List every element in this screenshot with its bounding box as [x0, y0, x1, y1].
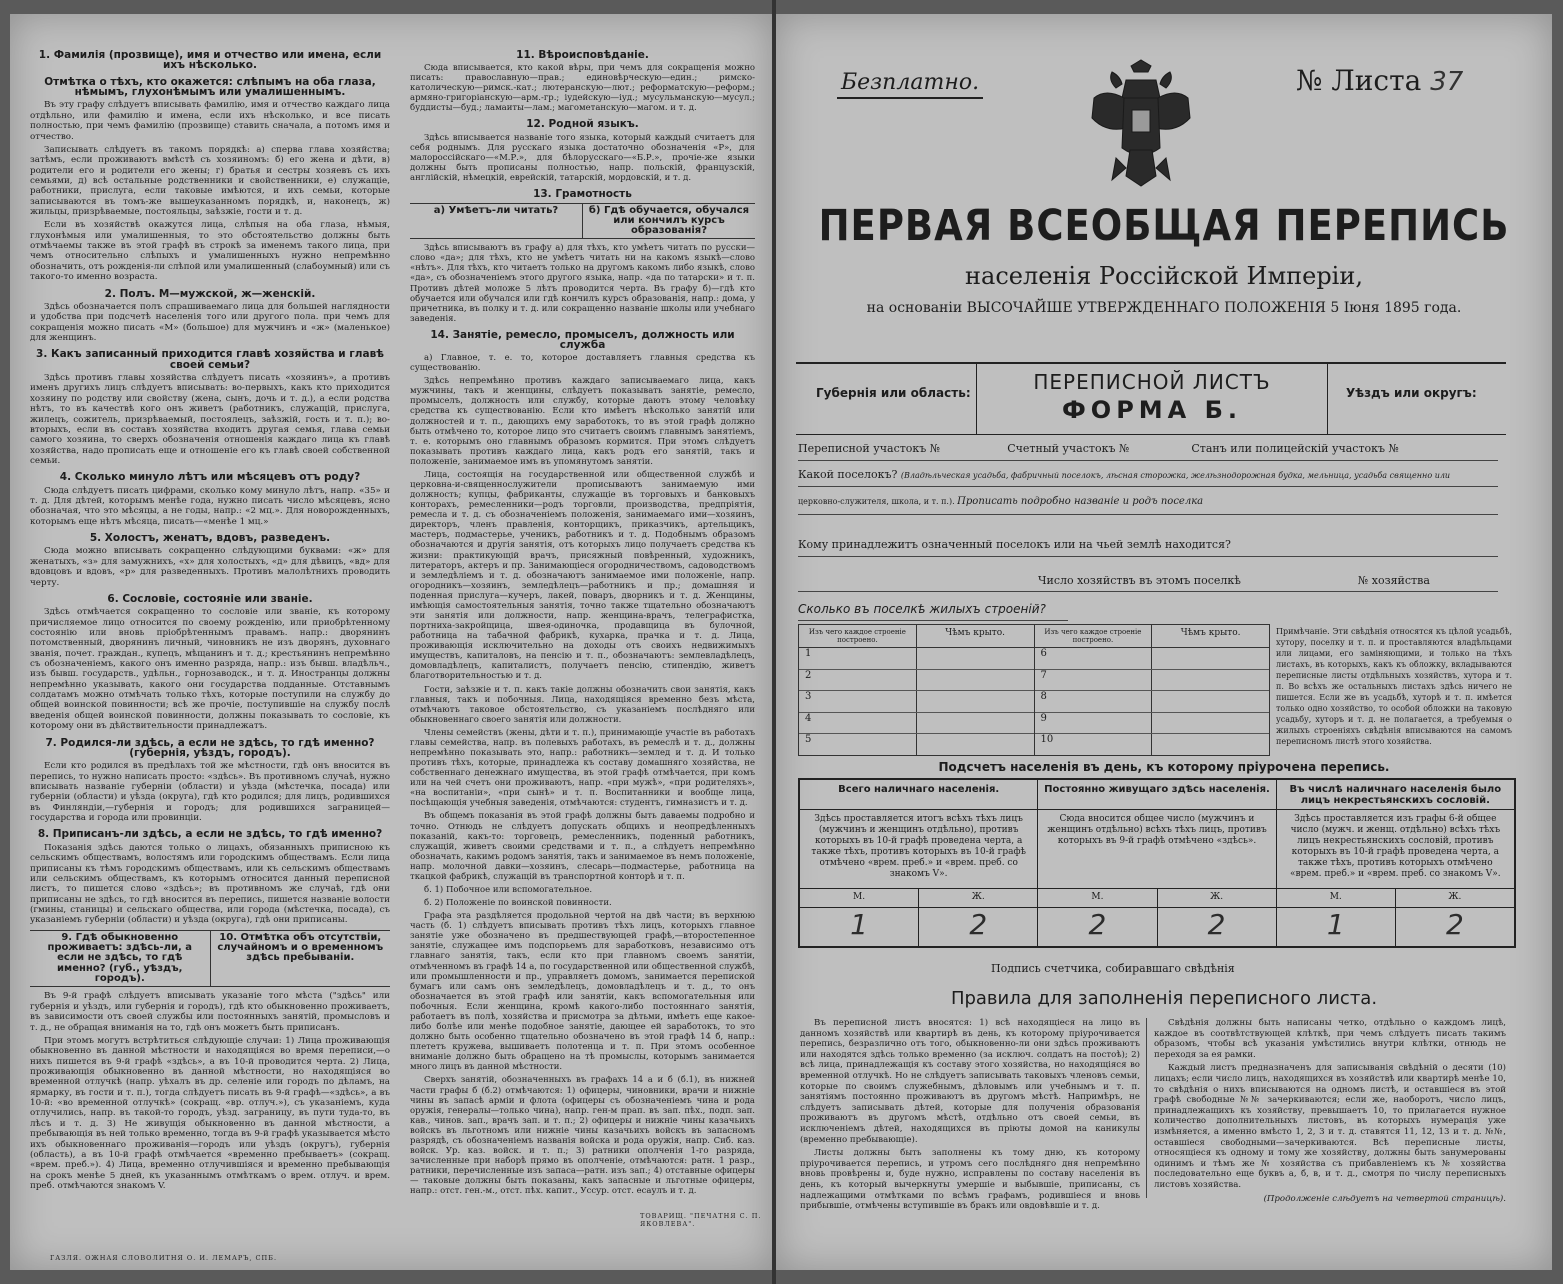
male-count: 1: [850, 908, 868, 941]
paired-heading-cell: а) Умѣетъ-ли читать?: [433, 205, 559, 217]
instruction-paragraph: При этомъ могутъ встрѣтиться слѣдующіе случаи: 1) Лица проживающія обыкновенно въ данной мѣстности и находящіяся во время переписи,—о нихъ пишется въ 9-й графѣ «здѣсь», а въ 10-й проводится черта. 2) Лица, проживающія обыкновенно въ данной мѣстности, но находящіяся во временной отлучкѣ (напр. уѣхалъ въ др. селеніе или городъ по дѣламъ, на ярмарку, въ гости и т. п.), тогда слѣдуетъ писать въ 9-й графѣ—«здѣсь», а въ 10-й: «во временной отлучкѣ» (сокращ. «вр. отлуч.»), съ указаніемъ, куда отлучились, напр. въ такой-то городъ, уѣзд. заграницу, въ пути туда-то, въ лѣсъ и т. д. 3) Не живущія обыкновенно въ данной мѣстности, а пребывающія въ ней только временно, тогда въ 9-й графѣ указывается мѣсто ихъ обыкновеннаго проживанія—городъ или уѣздъ (округъ), губернія (область), а въ 10-й графѣ отмѣчается «временно пребываетъ» (сокращ. «врем. преб.»). 4) Лица, временно отлучившіяся и временно пребывающія на срокъ менѣе 5 дней, къ указаннымъ отмѣткамъ о врем. отлуч. и врем. преб. отмѣчаются знакомъ V.: [30, 1035, 390, 1191]
instruction-paragraph: Сверхъ занятій, обозначенныхъ въ графахъ 14 а и б (б.1), въ нижней части графы б (б.2) отмѣчаются: 1) офицеры, чиновники, врачи и нижніе чины въ запасѣ арміи и флота (офицеры съ обозначеніемъ чина и рода оружія, генералы—только чина), напр. ген-м прап. въ зап. пѣх., подп. зап. кав., чинов. зап., врачъ зап. и т. п.; 2) офицеры и нижніе чины казачьихъ войскъ въ льготномъ или нижніе чины казачьихъ войскъ въ запасномъ разрядѣ, съ обозначеніемъ названія войска и рода оружія, напр. Сиб. каз. войск. Ур. каз. войск. и т. п.; 3) ратники ополченія 1-го разряда, зачисленные при наборѣ прямо въ ополченіе, отмѣчаются: ратн. 1 разр., ратники, перечисленные изъ запаса—ратн. изъ зап.; 4) отставные офицеры — таковые должны быть показаны, какъ запасные и льготные офицеры, напр.: отст. ген.-м., отст. пѣх. капит., Уссур. отст. есаулъ и т. д.: [410, 1075, 755, 1197]
instruction-paragraph: Гости, заѣзжіе и т. п. какъ такіе должны обозначить свои занятія, какъ главныя, такъ и побочныя. Лица, находящіяся временно безъ мѣста, отмѣчаютъ таковое обстоятельство, съ указаніемъ послѣдняго или обыкновеннаго своего занятія или должности.: [410, 684, 755, 725]
table-row: [799, 691, 1034, 713]
paired-heading-cell: 9. Гдѣ обыкновенно проживаетъ: здѣсь-ли, а если не здѣсь, то гдѣ именно? (губ., уѣздъ, городъ).: [47, 931, 193, 985]
instruction-paragraph: Здѣсь противъ главы хозяйства слѣдуетъ писать «хозяинъ», а противъ именъ другихъ лицъ слѣдуетъ вписывать: во-первыхъ, какъ кто приходится хозяину по родству или свойству (жена, сынъ, дочь и т. д.), а если родства нѣтъ, то въ качествѣ кого онъ живетъ (работникъ, служащій, прислуга, жилецъ, сожитель, призрѣваемый, постоялецъ, заѣзжій, гость и т. п.); во-вторыхъ, если въ составъ хозяйства входитъ другая семья, глава семьи самого хозяина, то сверхъ обозначенія отношенія каждаго лица къ главѣ хозяйства, надо прописать еще и отношеніе его къ главѣ своей собственной семьи.: [30, 373, 390, 466]
rules-column-right: [1154, 1018, 1506, 1207]
female-label: Ж.: [918, 889, 1037, 907]
instruction-paragraph: Въ эту графу слѣдуетъ вписывать фамилію, имя и отчество каждаго лица отдѣльно, или фамилію и имена, если ихъ нѣсколько, и все писать полностью, при чемъ фамилію (прозвище) ставить сначала, а потомъ имя и отчество.: [30, 100, 390, 142]
column-description: Сюда вносится общее число (мужчинъ и женщинъ отдѣльно) всѣхъ тѣхъ лицъ, противъ которыхъ въ 9-й графѣ отмѣчено «здѣсь».: [1047, 814, 1267, 846]
table-row: [1035, 648, 1270, 670]
sheet-number: [1296, 64, 1463, 97]
roof-header: Чѣмъ крыто.: [1151, 625, 1269, 647]
material-header: Изъ чего каждое строеніе построено.: [808, 628, 906, 644]
male-label: М.: [1091, 892, 1104, 902]
male-count: 2: [1088, 908, 1107, 941]
roof-cell: [1151, 691, 1269, 712]
table-row: [1035, 713, 1270, 735]
table-row: [1035, 734, 1270, 755]
roof-cell: [1151, 734, 1269, 755]
present-population-column: [800, 780, 1038, 946]
free-of-charge-label: Безплатно.: [841, 70, 980, 95]
female-count: 2: [1157, 908, 1276, 946]
instruction-paragraph: а) Главное, т. е. то, которое доставляетъ главныя средства къ существованію.: [410, 353, 755, 374]
roof-cell: [1151, 648, 1269, 669]
instruction-paragraph: Въ 9-й графѣ слѣдуетъ вписывать указаніе того мѣста ("здѣсь" или губернія и уѣздъ, или губернія и городъ), гдѣ кто обыкновенно проживаетъ, въ зависимости отъ своей службы или постоянныхъ занятій, промысловъ и т. д., не обращая вниманія на то, гдѣ онъ можетъ быть приписанъ.: [30, 991, 390, 1033]
legal-basis: на основаніи ВЫСОЧАЙШЕ УТВЕРЖДЕННАГО ПОЛОЖЕНІЯ 5 Іюня 1895 года.: [866, 300, 1462, 316]
gubernia-label: Губернія или область:: [816, 386, 971, 400]
row-number: 7: [1040, 669, 1047, 681]
paired-heading: [410, 203, 755, 239]
row-number: 9: [1040, 712, 1047, 724]
instruction-paragraph: Лица, состоящія на государственной или общественной службѣ и церковна-и-священнослужители прописываютъ занимаемую ими должность; купцы, фабриканты, служащіе въ торговыхъ и банковыхъ конторахъ, ремесленники—родъ торговли, производства, предпріятія, ремесла и т. д. съ обозначеніемъ положенія, занимаемаго ими—хозяинъ, директоръ, членъ правленія, конторщикъ, приказчикъ, артельщикъ, мастеръ, подмастерье, ученикъ, работникъ и т. д. Подобнымъ образомъ обозначаются и другія занятія, отъ которыхъ лицо получаетъ средства къ жизни: практикующій врачъ, присяжный повѣренный, художникъ, литераторъ, актеръ и пр. Занимающіеся огородничествомъ, садоводствомъ и земледѣліемъ и т. д. обозначаютъ занимаемое ими положеніе, напр. огородникъ—хозяинъ, земледѣлецъ—работникъ и пр.; домашняя и поденная прислуга—кучеръ, лакей, поваръ, дворникъ и т. д. Женщины, имѣющія самостоятельныя занятія, точно также тщательно обозначаютъ эти занятія или должности, напр. женщина-врачъ, телеграфистка, портниха-закройщица, швея-одиночка, продавщица въ булочной, работница на табачной фабрикѣ, кухарка, прачка и т. д. Лица, проживающія исключительно на доходы отъ своихъ недвижимыхъ имуществъ, капиталовъ, на пенсію и т. п., обозначаютъ: землевладѣлецъ, домовладѣлецъ, капиталистъ, получаетъ пенсію, стипендію, живетъ благотворительностью и т. д.: [410, 469, 755, 682]
uezd-label: Уѣздъ или округъ:: [1346, 386, 1477, 400]
instruction-paragraph: Сюда вписывается, кто какой вѣры, при чемъ для сокращенія можно писать: православную—прав.; единовѣрческую—един.; римско-католическую—римск.-кат.; лютеранскую—лют.; реформатскую—реформ.; армяно-григоріанскую—арм.-гр.; іудейскую—іуд.; мусульманскую—мусул.; буддисты—буд.; ламаиты—лам.; магометанскую—магом. и т. д.: [410, 63, 755, 114]
buildings-table-header: [799, 625, 1034, 648]
column-header: Въ числѣ наличнаго населенія было лицъ некрестьянскихъ сословій.: [1277, 780, 1514, 810]
settlement-hint-2: церковно-служителя, школа, и т. п.).: [798, 497, 955, 506]
male-label: М.: [853, 892, 866, 902]
instruction-paragraph: Показанія здѣсь даются только о лицахъ, обязанныхъ приписною къ сельскимъ обществамъ, волостямъ или городскимъ обществамъ. Если лица приписаны къ тѣмъ городскимъ обществамъ, или къ сельскимъ обществамъ или сельскимъ обществамъ, къ которымъ относится данный переписной листъ, то пишется слово «здѣсь»; въ противномъ же случаѣ, гдѣ они приписаны не здѣсь, то гдѣ вносится въ перепись, пишется названіе волости (гмины, станицы) и сельскаго общества, или города (мѣстечка, посада), съ указаніемъ губерніи (области) и уѣзда (округа), гдѣ они приписаны.: [30, 842, 390, 926]
settlement-label: Какой поселокъ?: [798, 468, 898, 481]
row-number: 8: [1040, 691, 1047, 703]
row-number: 1: [805, 648, 812, 659]
section-heading: 6. Сословіе, состояніе или званіе.: [107, 592, 313, 605]
household-count-line: [798, 574, 1498, 592]
section-heading: 1. Фамилія (прозвище), имя и отчество или имена, если ихъ нѣсколько.: [38, 49, 382, 72]
buildings-table: [798, 624, 1270, 756]
non-peasant-population-column: [1277, 780, 1514, 946]
instructions-column-1: [30, 44, 390, 1194]
section-heading: 5. Холостъ, женатъ, вдовъ, разведенъ.: [89, 532, 331, 545]
section-heading: 14. Занятіе, ремесло, промыселъ, должность или служба: [430, 328, 735, 351]
buildings-table-header: [1035, 625, 1270, 648]
roof-cell: [916, 734, 1034, 755]
male-label: М.: [1329, 892, 1342, 902]
settlement-hint-3: Прописать подробно названіе и родъ поселка: [957, 496, 1204, 507]
rules-paragraph: Листы должны быть заполнены къ тому дню, къ которому пріурочивается перепись, и утромъ сего послѣдняго дня непремѣнно вновь провѣрены и, буде нужно, исправлены по составу населенія въ день, къ который вычеркнуты умершіе и выбывшіе, приписаны, съ надлежащими отмѣтками по всѣмъ графамъ, родившіеся и вновь прибывшіе, отмѣчены вступившіе въ бракъ или овдовѣвшіе и т. д.: [800, 1148, 1140, 1212]
instruction-paragraph: Записывать слѣдуетъ въ такомъ порядкѣ: а) сперва глава хозяйства; затѣмъ, если проживаютъ вмѣстѣ съ хозяиномъ: б) его жена и дѣти, в) родители его и родители его жены; г) братья и сестры хозяевъ съ ихъ семьями, д) всѣ остальные родственники и свойственники, е) служащіе, работники, прислуга, если таковые имѣются, и ихъ семьи, которые записываются въ томъ-же вышеуказанномъ порядкѣ, и, наконецъ, ж) жильцы, призрѣваемые, постояльцы, заѣзжіе, гости и т. д.: [30, 144, 390, 218]
police-district-label: Станъ или полицейскій участокъ №: [1191, 442, 1399, 455]
roof-cell: [1151, 670, 1269, 691]
material-header: Изъ чего каждое строеніе построено.: [1044, 628, 1142, 644]
right-page: [776, 14, 1552, 1270]
census-title: ПЕРВАЯ ВСЕОБЩАЯ ПЕРЕПИСЬ: [818, 200, 1510, 251]
rules-paragraph: Въ переписной листъ вносятся: 1) всѣ находящіеся на лицо въ данномъ хозяйствѣ или квартирѣ въ день, къ которому пріурочивается перепись, безразлично отъ того, обыкновенно-ли они здѣсь проживаютъ или находятся здѣсь только временно (за исключ. солдатъ на постоѣ); 2) всѣ лица, принадлежащія къ составу этого хозяйства, но находящіяся во временной отлучкѣ. Но не слѣдуетъ записывать таковыхъ членовъ семьи, которые по своимъ служебнымъ, дѣловымъ или учебнымъ и т. п. занятіямъ постоянно проживаютъ въ другомъ мѣстѣ. Напримѣръ, не слѣдуетъ записывать дѣтей, которые для полученія образованія проживаютъ въ другомъ мѣстѣ, отдѣльно отъ своей семьи, въ исключеніемъ дѣтей, находящихся въ пріюты домой на каникулы (временно пребывающіе).: [800, 1018, 1140, 1145]
owner-label: Кому принадлежитъ означенный поселокъ или на чьей землѣ находится?: [798, 538, 1231, 551]
instruction-paragraph: Сюда слѣдуетъ писать цифрами, сколько кому минуло лѣтъ, напр. «35» и т. д. Для дѣтей, которымъ менѣе года, нужно писать число мѣсяцевъ, ясно обозначая, что это мѣсяцы, а не годы, напр.: «2 мц.». Для новорожденныхъ, которымъ еще нѣтъ мѣсяца, писать—«менѣе 1 мц.»: [30, 485, 390, 527]
settlement-line: [798, 468, 1498, 487]
form-title-box: [976, 362, 1328, 434]
instruction-paragraph: Здѣсь вписывается названіе того языка, который каждый считаетъ для себя роднымъ. Для русскаго языка достаточно обозначенія «Р», для малороссійскаго—«М.Р.», для бѣлорусскаго—«Б.Р.», прочіе-же языки должны быть прописаны полностью, напр. польскій, французскій, англійскій, нѣмецкій, еврейскій, татарскій, мордовскій, и т. д.: [410, 132, 755, 183]
female-count: 2: [918, 908, 1037, 946]
permanent-population-column: [1038, 780, 1276, 946]
roof-cell: [1151, 713, 1269, 734]
household-number-label: № хозяйства: [1357, 574, 1430, 587]
table-row: [799, 648, 1034, 670]
row-number: 4: [805, 712, 812, 724]
rules-paragraph: Каждый листъ предназначенъ для записыванія свѣдѣній о десяти (10) лицахъ; если число лицъ, находящихся въ хозяйствѣ или квартирѣ менѣе 10, то свѣдѣнія о нихъ вписываются на одномъ листѣ, и оставшіеся въ этой графѣ свободные №№ зачеркиваются; если же, наоборотъ, число лицъ, принадлежащихъ къ хозяйству, превышаетъ 10, то прилагается нужное количество дополнительныхъ листовъ, въ которыхъ нумерація уже измѣняется, а именно вмѣсто 1, 2, 3 и т. д. ставятся 11, 12, 13 и т. д. №№, оставшіеся свободными—зачеркиваются. Всѣ переписные листы, относящіеся къ одному и тому же хозяйству, должны быть занумерованы одинимъ и тѣмъ же № хозяйства съ прибавленіемъ къ № хозяйства последовательно еще буквъ а, б, в, и т. д., смотря по числу переписныхъ листовъ хозяйства.: [1154, 1063, 1506, 1190]
instruction-paragraph: Если кто родился въ предѣлахъ той же мѣстности, гдѣ онъ вносится въ перепись, то нужно написать просто: «здѣсь». Въ противномъ случаѣ, нужно вписывать названіе губерніи (области) и уѣзда (мѣстечка, посада) или губерніи (области) и уѣзда (округа), гдѣ кто родился; для лицъ, родившихся въ Финляндіи,—губернія и городъ; для родившихся заграницей—государства и города или провинціи.: [30, 761, 390, 824]
instruction-paragraph: Если въ хозяйствѣ окажутся лица, слѣпыя на оба глаза, нѣмыя, глухонѣмыя или умалишенныя, то это обстоятельство должны быть отмѣчаемы также въ этой графѣ въ строкѣ за именемъ такого лица, при чемъ относительно слѣпыхъ и умалишенныхъ нужно непремѣнно обозначить, отъ рожденія-ли слѣпой или умалишенный (слабоумный) или съ такого-то именно возраста.: [30, 220, 390, 283]
section-heading: 13. Грамотность: [533, 187, 632, 200]
row-number: 6: [1040, 648, 1047, 659]
section-heading: 12. Родной языкъ.: [526, 118, 639, 131]
buildings-note: Примѣчаніе. Эти свѣдѣнія относятся къ цѣлой усадьбѣ, хутору, поселку и т. п. и проставляются владѣльцами или лицами, его заміняющими, и только на тѣхъ листахъ, въ которыхъ, какъ къ обложку, вкладываются переписные листы отдѣльныхъ хозяйствъ, хутора и т. п. Во всѣхъ же остальныхъ листахъ здѣсь ничего не пишется. Если же въ усадьбѣ, хуторѣ и т. п. имѣется только одно хозяйство, то особой обложки на таковую усадьбу, хуторъ и т. д. не полагается, а требуемыя о жилыхъ строеніяхъ свѣдѣнія вписываются на самомъ переписномъ листѣ этого хозяйства.: [1276, 627, 1512, 746]
instruction-paragraph: Здѣсь обозначается полъ спрашиваемаго лица для большей наглядности и удобства при подсчетѣ населенія того или другого пола. при чемъ для сокращенія можно писать «М» (большое) для мужчинъ и «ж» (маленькое) для женщинъ.: [30, 301, 390, 343]
rules-title: Правила для заполненія переписного листа.: [950, 988, 1378, 1009]
section-heading: 8. Приписанъ-ли здѣсь, а если не здѣсь, то гдѣ именно?: [37, 828, 383, 841]
instruction-paragraph: Здѣсь отмѣчается сокращенно то сословіе или званіе, къ которому причисляемое лицо относится по своему рожденію, или приобрѣтенному состоянію или вновь пріобрѣтеннымъ правамъ. напр.: дворянинъ потомственный, дворянинъ личный, чиновникъ не изъ дворянъ, духовнаго званія, почет. граждан., купецъ, мѣщанинъ и т. д.; крестьянинъ непремѣнно съ обозначеніемъ, какого онъ именно разряда, напр.: изъ бывш. владѣльч., изъ бывш. государств., удѣльн., горнозаводск., и т. д. Иностранцы должны непремѣнно указывать, какого они государства подданные. Отставнымъ солдатамъ можно отмѣчать только тѣхъ, которые поступили на службу до общей воинской повинности; всѣ же прочіе, поступившіе на службу послѣ введенія общей воинской повинности, должны показывать то сословіе, къ которому они въ дѣйствительности принадлежатъ.: [30, 607, 390, 732]
buildings-count-label: Сколько въ поселкѣ жилыхъ строеній?: [798, 602, 1046, 616]
column-header: Всего наличнаго населенія.: [800, 780, 1037, 810]
left-page: [10, 14, 772, 1270]
instruction-paragraph: Сюда можно вписывать сокращенно слѣдующими буквами: «ж» для женатыхъ, «з» для замужнихъ, «х» для холостыхъ, «д» для дѣвицъ, «вд» для вдовцовъ и вдовъ, «р» для разведенныхъ. Противъ малолѣтнихъ проводить черту.: [30, 546, 390, 588]
sex-header: [800, 888, 1037, 907]
section-heading: 4. Сколько минуло лѣтъ или мѣсяцевъ отъ роду?: [59, 471, 361, 484]
population-count-table: [798, 778, 1516, 948]
census-district-label: Переписной участокъ №: [798, 442, 941, 455]
household-count-label: Число хозяйствъ въ этомъ поселкѣ: [1038, 574, 1241, 587]
district-line: [798, 442, 1498, 461]
owner-line: [798, 538, 1498, 557]
settlement-hint: (Владѣльческая усадьба, фабричный поселокъ, лѣсная сторожка, желѣзнодорожная будка, мельница, усадьба священно или: [900, 471, 1451, 480]
section-heading: 2. Полъ. М—мужской, ж—женскій.: [104, 287, 316, 300]
instruction-paragraph: Здѣсь непремѣнно противъ каждаго записываемаго лица, какъ мужчины, такъ и женщины, слѣдуетъ показывать занятіе, ремесло, промыселъ, должность или службу, которые даютъ этому человѣку средства къ существованію. Если кто имѣетъ нѣсколько занятій или должностей и т. п., дающихъ ему заработокъ, то въ этой графѣ должно быть отмѣчено то, которое лицо это считаетъ своимъ главнымъ занятіемъ, т. е. которымъ оно главнымъ образомъ кормится. При этомъ слѣдуетъ показывать противъ каждаго лица, какъ родъ его занятій, такъ и положеніе, занимаемое имъ въ упомянутомъ занятіи.: [410, 376, 755, 467]
enumerator-signature-label: Подпись счетчика, собиравшаго свѣдѣнія: [991, 962, 1235, 975]
rules-column-left: [800, 1018, 1140, 1215]
form-type: ФОРМА Б.: [1061, 396, 1242, 424]
population-count-title: Подсчетъ населенія въ день, къ которому пріурочена перепись.: [938, 760, 1390, 774]
counting-district-label: Счетный участокъ №: [1007, 442, 1130, 455]
instruction-paragraph: Члены семействъ (жены, дѣти и т. п.), принимающіе участіе въ работахъ главы семейства, напр. въ полевыхъ работахъ, въ ремеслѣ и т. д., должны непремѣнно показывать это, напр.: работникъ—землед и т. д. И только противъ тѣхъ, которые, принадлежа къ составу домашняго хозяйства, не собственнаго денежнаго имущества, въ этой графѣ отмѣчается, при комъ или на чей счетъ они проживаютъ, напр. «при мужѣ», «при родителяхъ», «на воспитаніи», «при сынѣ» и т. п. Воспитанники и вообще лица, посѣщающія учебныя заведенія, отмѣчаются: студентъ, гимназистъ и т. д.: [410, 727, 755, 809]
table-row: [1035, 670, 1270, 692]
rules-divider: [1146, 1018, 1147, 1198]
sex-header: [1277, 888, 1514, 907]
male-count: 1: [1326, 908, 1345, 941]
female-label: Ж.: [1157, 889, 1276, 907]
count-values: [800, 907, 1037, 946]
row-number: 2: [805, 669, 812, 681]
female-count: 2: [1395, 908, 1514, 946]
roof-cell: [916, 648, 1034, 669]
census-subtitle: населенія Россійской Имперіи,: [965, 262, 1363, 290]
instruction-paragraph: Графа эта раздѣляется продольной чертой на двѣ части; въ верхнюю часть (б. 1) слѣдуетъ вписывать противъ тѣхъ лицъ, которыхъ главное занятіе уже обозначено въ предшествующей графѣ,—второстепенное занятіе, служащее имъ подспорьемъ для заработковъ, независимо отъ главнаго занятія, такъ, если кто при главномъ своемъ занятіи, отмѣченномъ въ графѣ 14 а, по государственной или общественной службѣ, или промышленности и пр., управляетъ домомъ, занимается перепиской бумагъ или самъ онъ земледѣлецъ, домовладѣлецъ и т. д., то онъ обозначается въ этой графѣ или занятіи, какъ вспомогательныя или побочныя. Если женщина, кромѣ какого-либо постояннаго занятія, работаетъ въ полѣ, хозяйства и присмотра за дѣтьми, имѣетъ еще какое-либо болѣе или менѣе подобное занятіе, дающее ей заработокъ, то это должно быть особенно тщательно обозначено въ этой графѣ 14 б, напр.: плететъ кружева, вышиваетъ полотенца и т. п. При этомъ особенное вниманіе должно быть обращено на тѣ промыслы, которымъ занимается много лицъ въ данной мѣстности.: [410, 911, 755, 1073]
form-header-row: [796, 362, 1506, 435]
column-description: Здѣсь проставляется итогъ всѣхъ тѣхъ лицъ (мужчинъ и женщинъ отдѣльно), противъ которыхъ въ 10-й графѣ проведена черта, а также тѣхъ, противъ которыхъ въ 10-й графѣ отмѣчено «врем. преб.» и «врем. преб. со знакомъ V».: [811, 814, 1026, 879]
row-number: 5: [805, 734, 812, 746]
section-heading: 3. Какъ записанный приходится главѣ хозяйства и главѣ своей семьи?: [36, 348, 384, 371]
count-values: [1038, 907, 1275, 946]
roof-cell: [916, 713, 1034, 734]
table-row: [1035, 691, 1270, 713]
section-heading: Отмѣтка о тѣхъ, кто окажется: слѣпымъ на оба глаза, нѣмымъ, глухонѣмымъ или умалишеннымъ.: [44, 75, 376, 99]
printer-mark-left: ГАЗЛЯ. ОЖНАЯ СЛОВОЛИТНЯ О. И. ЛЕМАРЪ, СПБ.: [50, 1254, 278, 1262]
sheet-number-label: № Листа: [1296, 64, 1422, 97]
instruction-paragraph: б. 2) Положеніе по воинской повинности.: [424, 898, 612, 909]
buildings-count-line: [798, 602, 1068, 621]
paired-heading: [30, 930, 390, 988]
form-title: ПЕРЕПИСНОЙ ЛИСТЪ: [1033, 370, 1271, 394]
column-header: Постоянно живущаго здѣсь населенія.: [1038, 780, 1275, 810]
double-headed-eagle-emblem: [1086, 58, 1196, 198]
roof-header: Чѣмъ крыто.: [916, 625, 1034, 647]
paired-heading-cell: б) Гдѣ обучается, обучался или кончилъ курсъ образованія?: [582, 204, 755, 238]
section-heading: 7. Родился-ли здѣсь, а если не здѣсь, то гдѣ именно? (губернія, уѣздъ, городъ).: [45, 736, 375, 759]
roof-cell: [916, 670, 1034, 691]
table-row: [799, 713, 1034, 735]
roof-cell: [916, 691, 1034, 712]
sex-header: [1038, 888, 1275, 907]
instructions-column-2: [410, 44, 755, 1199]
printer-mark-right: ТОВАРИЩ. "ПЕЧАТНЯ С. П. ЯКОВЛЕВА".: [640, 1212, 762, 1228]
female-label: Ж.: [1395, 889, 1514, 907]
instruction-paragraph: Въ общемъ показанія въ этой графѣ должны быть даваемы подробно и точно. Отнюдь не слѣдуетъ допускать общихъ и неопредѣленныхъ показаній, какъ-то: торговецъ, ремесленникъ, поденный работникъ, служащій, живетъ своими средствами и т. п., а слѣдуетъ непремѣнно обозначать, какимъ родомъ занятія, такъ и занимаемое въ немъ положеніе, напр. молочной давки—хозяинъ, слесарь—подмастерье, работница на ткацкой фабрикѣ, служащій въ транспортной конторѣ и т. п.: [410, 811, 755, 882]
row-number: 10: [1040, 734, 1054, 746]
continuation-note: (Продолженіе слѣдуетъ на четвертой страницѣ).: [1263, 1193, 1506, 1204]
table-row: [799, 734, 1034, 755]
column-description: Здѣсь проставляется изъ графы 6-й общее число (мужч. и женщ. отдѣльно) всѣхъ тѣхъ лицъ некрестьянскихъ сословій, противъ которыхъ въ 10-й графѣ проведена черта, а также тѣхъ, противъ которыхъ отмѣчено «врем. преб.» и «врем. преб. со знакомъ V».: [1289, 814, 1501, 879]
buildings-table-right: [1035, 625, 1270, 755]
rules-paragraph: Свѣдѣнія должны быть написаны четко, отдѣльно о каждомъ лицѣ, каждое въ соотвѣтствующей клѣткѣ, при чемъ слѣдуетъ писать такимъ образомъ, чтобы всѣ указанія умѣстились внутри клѣтки, отнюдь не переходя за ея рамки.: [1154, 1018, 1506, 1060]
instruction-paragraph: Здѣсь вписываютъ въ графу а) для тѣхъ, кто умѣетъ читать по русски—слово «да»; для тѣхъ, кто не умѣетъ читать ни на какомъ языкѣ—слово «нѣтъ». Для тѣхъ, кто читаетъ только на другомъ какомъ либо языкѣ, слово «да», съ обозначеніемъ этого другого языка, напр. «да по татарски» и т. п. Противъ дѣтей моложе 5 лѣтъ проводится черта. Въ графу б)—гдѣ кто обучается или обучался или гдѣ кончилъ курсъ образованія, напр.: дома, у причетника, въ полку и т. д. или сокращенно названіе школы или учебнаго заведенія.: [410, 243, 755, 324]
row-number: 3: [805, 691, 812, 703]
table-row: [799, 670, 1034, 692]
instruction-paragraph: б. 1) Побочное или вспомогательное.: [424, 885, 593, 896]
sheet-number-value: 37: [1430, 67, 1464, 97]
paired-heading-cell: 10. Отмѣтка объ отсутствіи, случайномъ и о временномъ здѣсь пребываніи.: [210, 931, 391, 987]
count-values: [1277, 907, 1514, 946]
buildings-table-left: [799, 625, 1035, 755]
settlement-line-2: [798, 496, 1498, 515]
section-heading: 11. Вѣроисповѣданіе.: [516, 49, 649, 61]
